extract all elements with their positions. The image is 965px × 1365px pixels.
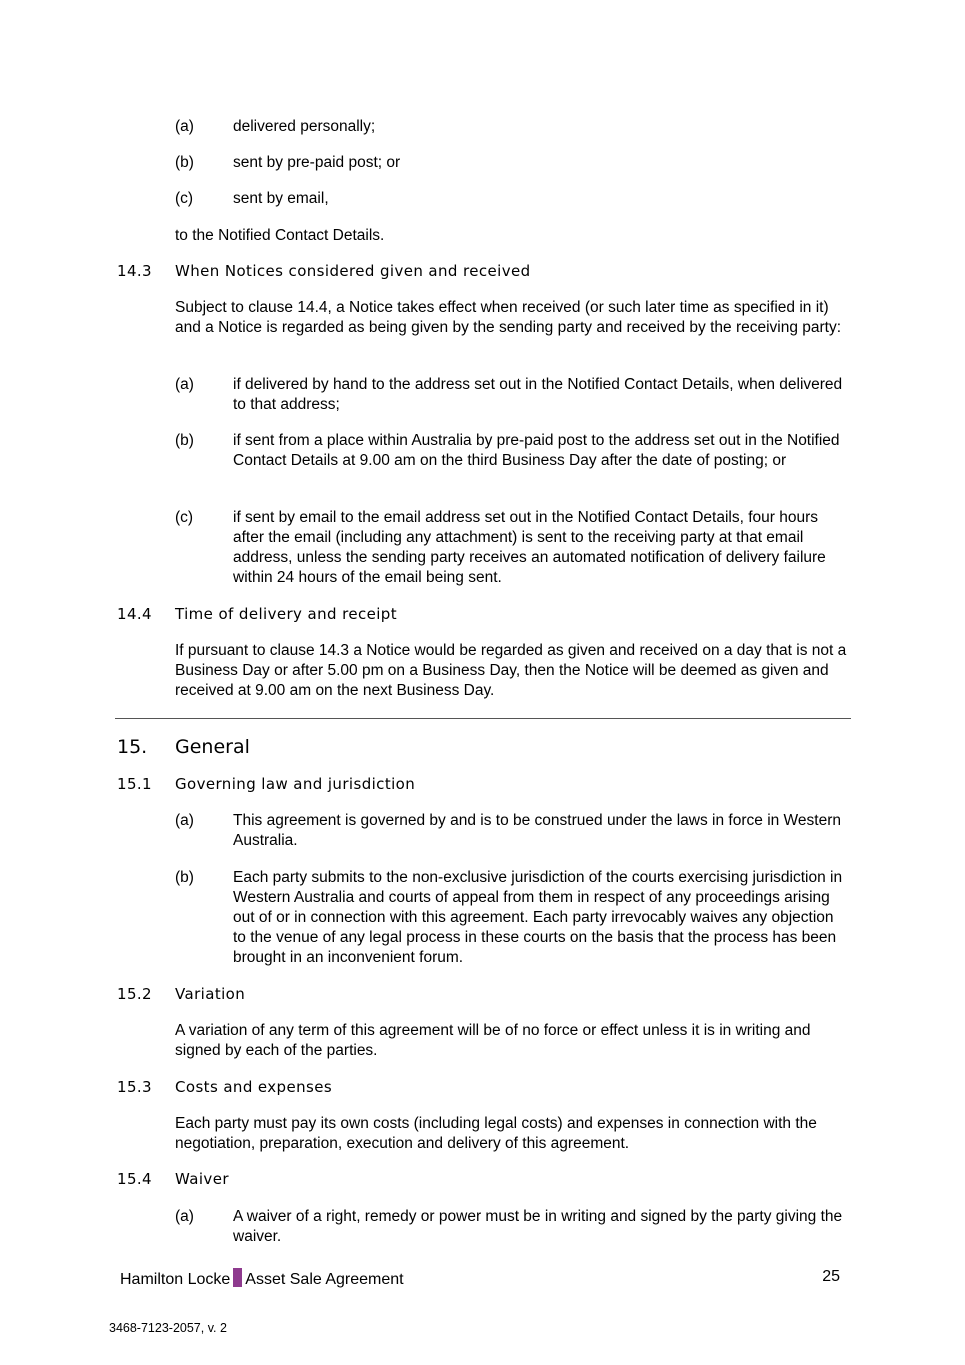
list-item-label: (a) (175, 376, 194, 393)
paragraph: If pursuant to clause 14.3 a Notice would be regarded as given and received on a day that is not a Business Day or after 5.00 pm on a Business Day, then the Notice will be deemed as given and received at 9.00 am on the next Business Day. (175, 642, 847, 699)
list-item-label: (a) (175, 1208, 194, 1225)
clause-heading: Waiver (175, 1170, 229, 1188)
list-item-text: if sent by email to the email address set out in the Notified Contact Details, four hours after the email (including any attachment) is sent to the receiving party at that email address, unless the sending party receives an automated notification of delivery failure within 24 hours of the email being sent. (233, 509, 826, 586)
page-footer (120, 1268, 404, 1289)
clause-number: 15.1 (117, 775, 152, 793)
document-id: 3468-7123-2057, v. 2 (109, 1321, 227, 1335)
clause-heading: Costs and expenses (175, 1078, 333, 1096)
footer-firm-name: Hamilton Locke (120, 1271, 231, 1288)
clause-heading: Variation (175, 985, 246, 1003)
list-item-text: This agreement is governed by and is to be construed under the laws in force in Western Australia. (233, 812, 841, 849)
paragraph: to the Notified Contact Details. (175, 227, 385, 244)
clause-number: 15.4 (117, 1170, 152, 1188)
list-item-label: (c) (175, 190, 194, 207)
clause-heading: When Notices considered given and received (175, 262, 531, 280)
section-divider (115, 718, 851, 719)
list-item-label: (a) (175, 118, 194, 135)
list-item-text: delivered personally; (233, 118, 376, 135)
list-item-text: sent by email, (233, 190, 329, 207)
footer-document-title: Asset Sale Agreement (245, 1271, 404, 1288)
list-item-label: (c) (175, 509, 194, 526)
section-heading: General (175, 736, 250, 758)
footer-accent-bar (233, 1268, 242, 1287)
section-number: 15. (117, 736, 148, 758)
clause-number: 14.4 (117, 605, 152, 623)
list-item-label: (b) (175, 869, 194, 886)
clause-number: 15.3 (117, 1078, 152, 1096)
paragraph: A variation of any term of this agreement will be of no force or effect unless it is in writing and signed by each of the parties. (175, 1022, 811, 1059)
clause-heading: Time of delivery and receipt (175, 605, 398, 623)
paragraph: Subject to clause 14.4, a Notice takes effect when received (or such later time as specified in it) and a Notice is regarded as being given by the sending party and received by the receiving party: (175, 299, 842, 336)
list-item-text: if delivered by hand to the address set out in the Notified Contact Details, when delivered to that address; (233, 376, 843, 413)
page-number: 25 (822, 1268, 840, 1285)
list-item-text: if sent from a place within Australia by pre-paid post to the address set out in the Notified Contact Details at 9.00 am on the third Business Day after the date of posting; or (233, 432, 840, 469)
clause-number: 15.2 (117, 985, 152, 1003)
list-item-text: Each party submits to the non-exclusive jurisdiction of the courts exercising jurisdiction in Western Australia and courts of appeal from them in respect of any proceedings arising out of or in connection with this agreement. Each party irrevocably waives any objection to the venue of any legal process in these courts on the basis that the process has been brought in an inconvenient forum. (233, 869, 843, 966)
list-item-label: (b) (175, 432, 194, 449)
list-item-label: (b) (175, 154, 194, 171)
list-item-label: (a) (175, 812, 194, 829)
list-item-text: A waiver of a right, remedy or power must be in writing and signed by the party giving the waiver. (233, 1208, 843, 1245)
paragraph: Each party must pay its own costs (including legal costs) and expenses in connection with the negotiation, preparation, execution and delivery of this agreement. (175, 1115, 817, 1152)
clause-number: 14.3 (117, 262, 152, 280)
list-item-text: sent by pre-paid post; or (233, 154, 401, 171)
clause-heading: Governing law and jurisdiction (175, 775, 416, 793)
